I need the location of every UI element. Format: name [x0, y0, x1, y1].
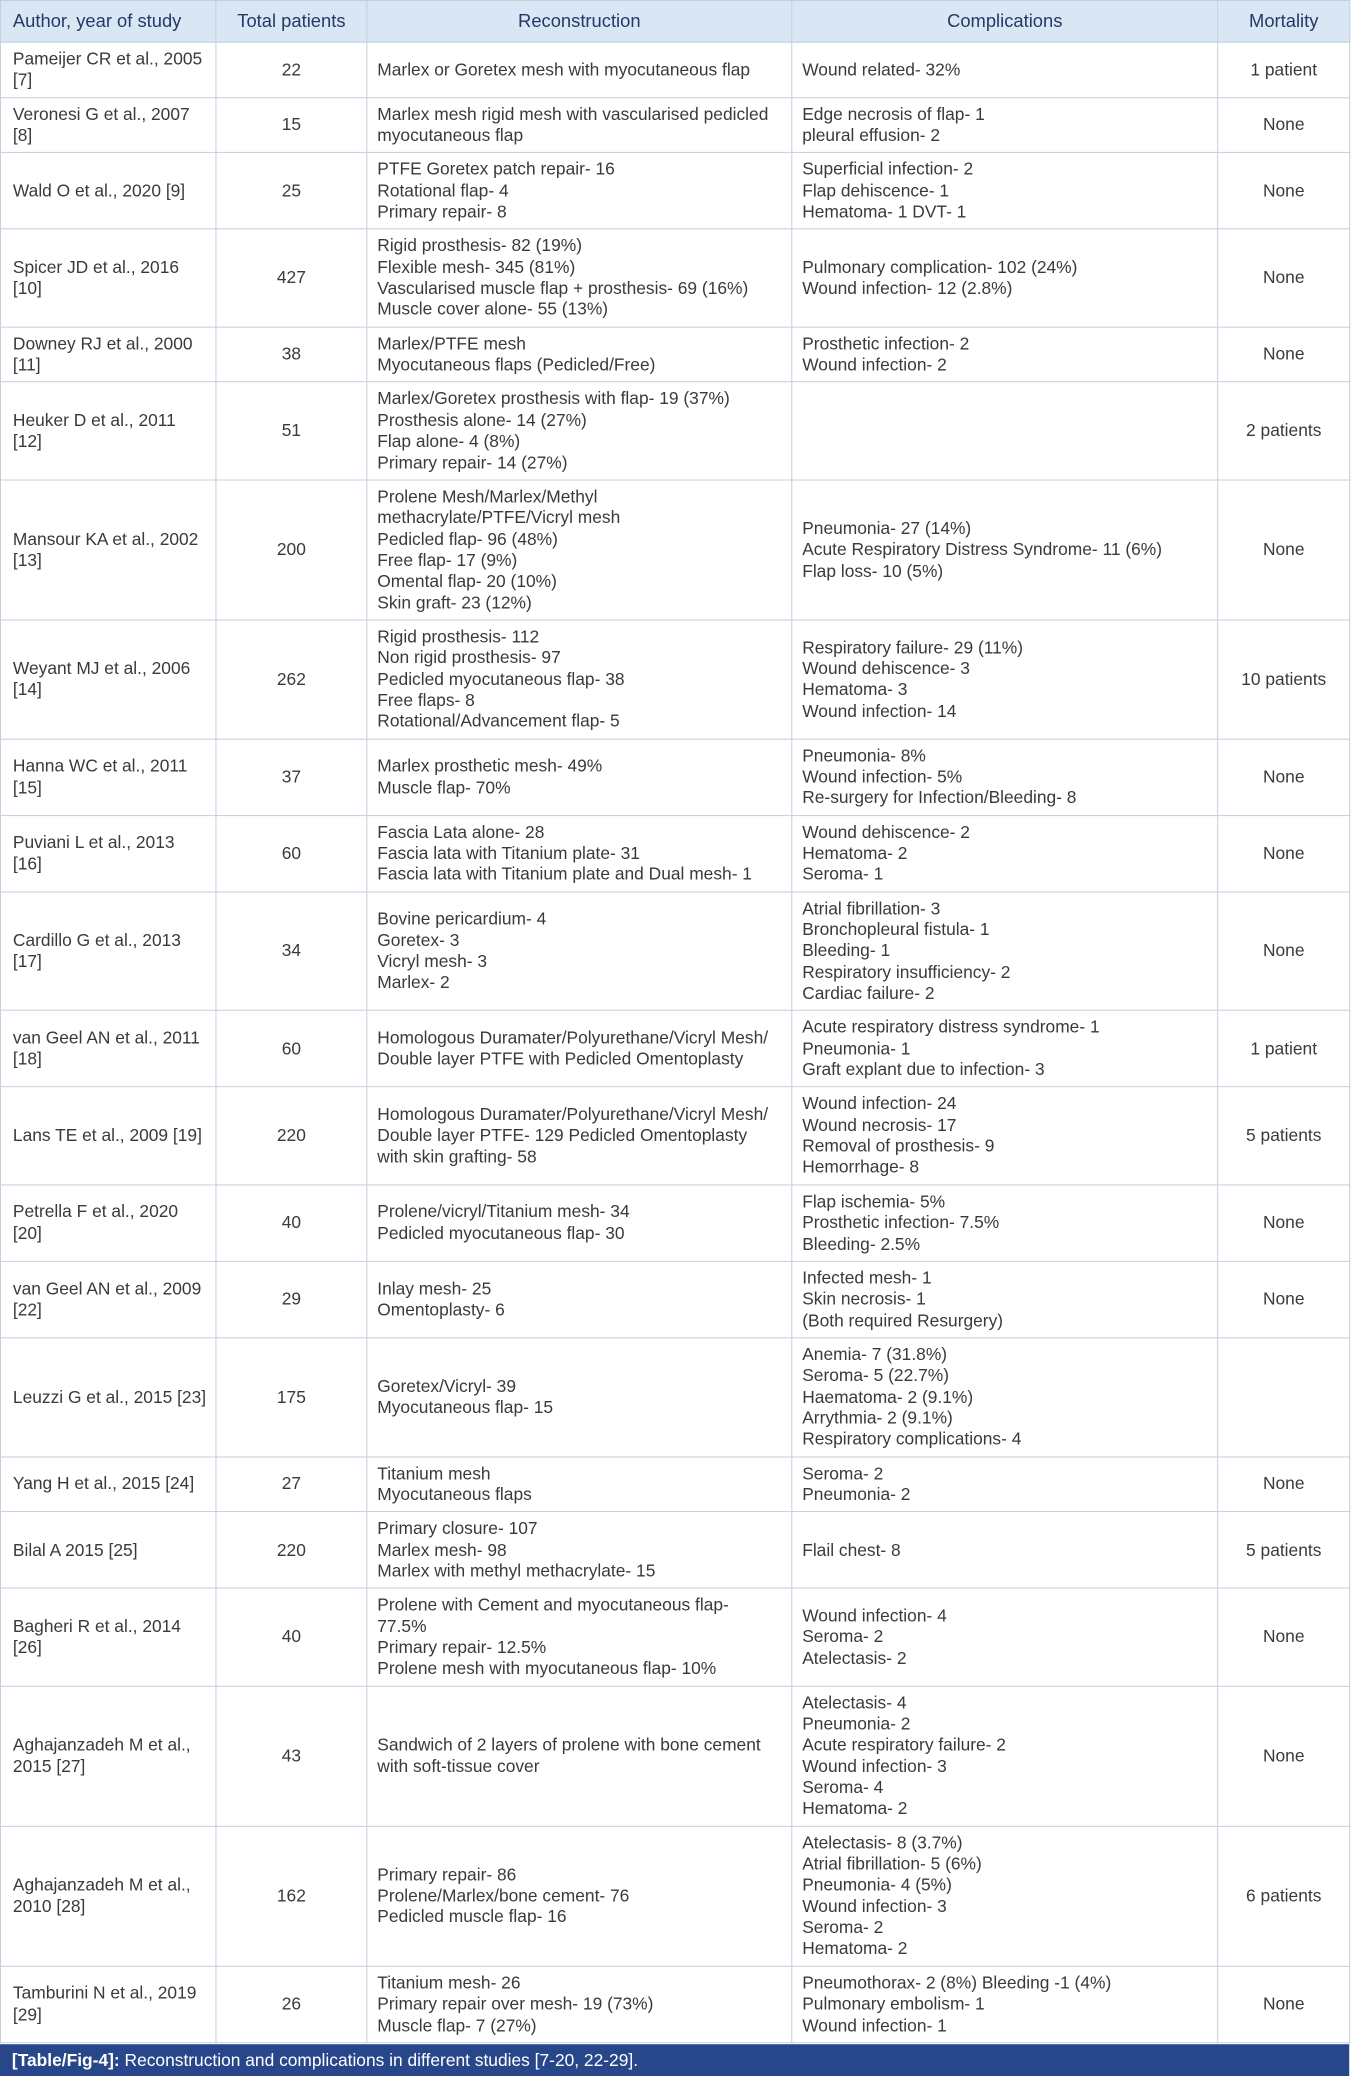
- total-patients-cell: 37: [216, 739, 367, 815]
- total-patients-cell: 43: [216, 1686, 367, 1826]
- table-row: [0, 1588, 1349, 1686]
- complications-cell: [792, 480, 1218, 620]
- mortality-cell: None: [1218, 97, 1350, 152]
- reconstruction-cell-line: Titanium mesh- 26: [377, 1972, 521, 1993]
- mortality-cell: None: [1218, 739, 1350, 815]
- reconstruction-cell: [367, 1966, 792, 2042]
- complications-cell-line: Wound necrosis- 17: [802, 1114, 957, 1135]
- author-cell: Veronesi G et al., 2007 [8]: [0, 97, 215, 152]
- complications-cell-line: Atelectasis- 4: [802, 1692, 907, 1713]
- reconstruction-cell-line: Prosthesis alone- 14 (27%): [377, 409, 587, 430]
- table-row: [0, 1686, 1349, 1826]
- reconstruction-cell-line: Fascia lata with Titanium plate- 31: [377, 842, 640, 863]
- complications-cell: [792, 153, 1218, 229]
- reconstruction-cell: [367, 327, 792, 382]
- complications-cell-line: Haematoma- 2 (9.1%): [802, 1386, 974, 1407]
- complications-cell-line: Flap dehiscence- 1: [802, 180, 950, 201]
- reconstruction-cell-line: Marlex mesh- 98: [377, 1539, 507, 1560]
- complications-cell-line: Flap loss- 10 (5%): [802, 560, 944, 581]
- complications-cell-line: Edge necrosis of flap- 1: [802, 103, 985, 124]
- author-cell: Hanna WC et al., 2011 [15]: [0, 739, 215, 815]
- reconstruction-cell-line: Marlex with methyl methacrylate- 15: [377, 1560, 656, 1581]
- reconstruction-cell: [367, 1185, 792, 1261]
- reconstruction-cell-line: Fascia lata with Titanium plate and Dual mesh- 1: [377, 864, 752, 884]
- mortality-cell: [1218, 1338, 1350, 1457]
- reconstruction-cell: [367, 1338, 792, 1457]
- complications-cell-line: Skin necrosis- 1: [802, 1288, 926, 1309]
- reconstruction-cell-line: Vascularised muscle flap + prosthesis- 69 (16%): [377, 278, 749, 298]
- mortality-cell: None: [1218, 892, 1350, 1011]
- mortality-cell: None: [1218, 229, 1350, 327]
- complications-cell: [792, 327, 1218, 382]
- complications-cell: [792, 1826, 1218, 1966]
- author-cell: Spicer JD et al., 2016 [10]: [0, 229, 215, 327]
- complications-cell: [792, 42, 1218, 97]
- reconstruction-cell-line: Muscle flap- 7 (27%): [377, 2014, 537, 2035]
- complications-cell-line: Acute respiratory distress syndrome- 1: [802, 1017, 1100, 1037]
- complications-cell-line: Pneumonia- 8%: [802, 745, 926, 766]
- reconstruction-cell-line: Primary repair- 86: [377, 1864, 517, 1885]
- table-row: [0, 620, 1349, 739]
- author-cell: Weyant MJ et al., 2006 [14]: [0, 620, 215, 739]
- complications-cell: [792, 1686, 1218, 1826]
- complications-cell-line: Flail chest- 8: [802, 1539, 901, 1560]
- reconstruction-cell-line: Omental flap- 20 (10%): [377, 571, 557, 591]
- col-header-complications: Complications: [792, 0, 1218, 42]
- complications-cell-line: Bleeding- 1: [802, 940, 891, 961]
- complications-cell-line: Hematoma- 2: [802, 1798, 908, 1819]
- mortality-cell: None: [1218, 815, 1350, 891]
- total-patients-cell: 29: [216, 1261, 367, 1337]
- complications-cell: [792, 815, 1218, 891]
- reconstruction-cell-line: Inlay mesh- 25: [377, 1278, 492, 1299]
- complications-cell-line: Seroma- 2: [802, 1917, 884, 1938]
- author-cell: Tamburini N et al., 2019 [29]: [0, 1966, 215, 2042]
- complications-cell: [792, 1011, 1218, 1087]
- complications-cell-line: Pneumonia- 2: [802, 1713, 911, 1734]
- reconstruction-cell-line: Skin graft- 23 (12%): [377, 592, 532, 613]
- reconstruction-cell: [367, 739, 792, 815]
- complications-cell-line: Wound infection- 3: [802, 1756, 947, 1776]
- reconstruction-cell-line: Marlex- 2: [377, 972, 450, 993]
- reconstruction-cell: [367, 480, 792, 620]
- reconstruction-cell: [367, 1588, 792, 1686]
- complications-cell: [792, 1966, 1218, 2042]
- reconstruction-cell-line: Bovine pericardium- 4: [377, 908, 547, 929]
- table-caption: [0, 2044, 1349, 2076]
- author-cell: Lans TE et al., 2009 [19]: [0, 1087, 215, 1185]
- reconstruction-cell-line: Marlex or Goretex mesh with myocutaneous flap: [377, 59, 751, 80]
- complications-cell-line: Arrythmia- 2 (9.1%): [802, 1407, 953, 1428]
- complications-cell-line: Bleeding- 2.5%: [802, 1233, 921, 1254]
- complications-cell: [792, 1087, 1218, 1185]
- caption-label: [Table/Fig-4]:: [11, 2050, 120, 2071]
- reconstruction-cell-line: Free flaps- 8: [377, 689, 475, 710]
- total-patients-cell: 27: [216, 1457, 367, 1512]
- author-cell: Puviani L et al., 2013 [16]: [0, 815, 215, 891]
- complications-cell: [792, 620, 1218, 739]
- table-row: [0, 153, 1349, 229]
- complications-cell-line: Seroma- 2: [802, 1626, 884, 1647]
- reconstruction-cell-line: Prolene Mesh/Marlex/Methyl methacrylate/PTFE/Vicryl mesh: [377, 486, 621, 528]
- complications-cell-line: Pneumonia- 27 (14%): [802, 518, 972, 538]
- reconstruction-cell-line: Myocutaneous flaps: [377, 1484, 532, 1505]
- reconstruction-cell-line: Prolene/Marlex/bone cement- 76: [377, 1885, 630, 1906]
- mortality-cell: 2 patients: [1218, 382, 1350, 480]
- mortality-cell: 10 patients: [1218, 620, 1350, 739]
- complications-cell: [792, 1512, 1218, 1588]
- col-header-reconstruction: Reconstruction: [367, 0, 792, 42]
- reconstruction-cell-line: Primary repair- 12.5%: [377, 1637, 547, 1658]
- reconstruction-cell-line: Goretex/Vicryl- 39: [377, 1375, 517, 1396]
- complications-cell-line: Hematoma- 2: [802, 842, 908, 863]
- author-cell: Wald O et al., 2020 [9]: [0, 153, 215, 229]
- mortality-cell: 1 patient: [1218, 1011, 1350, 1087]
- mortality-cell: 5 patients: [1218, 1512, 1350, 1588]
- complications-cell-line: Seroma- 5 (22.7%): [802, 1365, 949, 1386]
- reconstruction-cell: [367, 153, 792, 229]
- reconstruction-cell-line: Free flap- 17 (9%): [377, 549, 518, 570]
- mortality-cell: None: [1218, 1588, 1350, 1686]
- author-cell: Aghajanzadeh M et al., 2015 [27]: [0, 1686, 215, 1826]
- complications-cell-line: Anemia- 7 (31.8%): [802, 1344, 948, 1365]
- reconstruction-cell-line: Rigid prosthesis- 112: [377, 626, 540, 647]
- reconstruction-cell-line: Myocutaneous flap- 15: [377, 1397, 554, 1417]
- total-patients-cell: 175: [216, 1338, 367, 1457]
- total-patients-cell: 34: [216, 892, 367, 1011]
- complications-cell-line: Seroma- 4: [802, 1777, 884, 1798]
- complications-cell: [792, 1588, 1218, 1686]
- complications-cell-line: Wound related- 32%: [802, 59, 961, 80]
- table-row: [0, 1185, 1349, 1261]
- mortality-cell: None: [1218, 1966, 1350, 2042]
- complications-cell-line: Wound dehiscence- 2: [802, 821, 970, 842]
- author-cell: Leuzzi G et al., 2015 [23]: [0, 1338, 215, 1457]
- complications-cell-line: Atrial fibrillation- 5 (6%): [802, 1853, 982, 1874]
- reconstruction-cell-line: Prolene mesh with myocutaneous flap- 10%: [377, 1658, 717, 1679]
- reconstruction-cell-line: Primary repair over mesh- 19 (73%): [377, 1993, 654, 2014]
- complications-cell: [792, 1338, 1218, 1457]
- table-row: [0, 1261, 1349, 1337]
- reconstruction-cell: [367, 97, 792, 152]
- author-cell: Bagheri R et al., 2014 [26]: [0, 1588, 215, 1686]
- reconstruction-cell-line: Pedicled flap- 96 (48%): [377, 528, 558, 549]
- complications-cell-line: Pneumothorax- 2 (8%) Bleeding -1 (4%): [802, 1972, 1112, 1993]
- reconstruction-cell-line: Rotational/Advancement flap- 5: [377, 711, 620, 731]
- reconstruction-cell: [367, 229, 792, 327]
- reconstruction-cell-line: Marlex mesh rigid mesh with vascularised pedicled myocutaneous flap: [377, 103, 769, 145]
- complications-cell: [792, 1185, 1218, 1261]
- col-header-total: Total patients: [216, 0, 367, 42]
- total-patients-cell: 200: [216, 480, 367, 620]
- complications-cell-line: Respiratory insufficiency- 2: [802, 961, 1011, 982]
- reconstruction-cell: [367, 1826, 792, 1966]
- total-patients-cell: 60: [216, 1011, 367, 1087]
- mortality-cell: None: [1218, 327, 1350, 382]
- reconstruction-cell-line: Primary repair- 8: [377, 201, 507, 222]
- reconstruction-cell-line: Vicryl mesh- 3: [377, 951, 488, 972]
- reconstruction-cell-line: Primary repair- 14 (27%): [377, 452, 568, 473]
- complications-cell-line: Atelectasis- 2: [802, 1647, 907, 1668]
- author-cell: Cardillo G et al., 2013 [17]: [0, 892, 215, 1011]
- author-cell: Aghajanzadeh M et al., 2010 [28]: [0, 1826, 215, 1966]
- total-patients-cell: 220: [216, 1512, 367, 1588]
- complications-cell-line: Pulmonary embolism- 1: [802, 1993, 985, 2014]
- complications-cell-line: Wound infection- 12 (2.8%): [802, 278, 1013, 298]
- complications-cell-line: Flap ischemia- 5%: [802, 1191, 946, 1212]
- total-patients-cell: 15: [216, 97, 367, 152]
- author-cell: van Geel AN et al., 2011 [18]: [0, 1011, 215, 1087]
- reconstruction-cell-line: Goretex- 3: [377, 929, 460, 950]
- complications-cell-line: Graft explant due to infection- 3: [802, 1059, 1045, 1080]
- col-header-author: Author, year of study: [0, 0, 215, 42]
- table-row: [0, 480, 1349, 620]
- total-patients-cell: 51: [216, 382, 367, 480]
- reconstruction-cell-line: Flexible mesh- 345 (81%): [377, 256, 576, 277]
- reconstruction-cell-line: Titanium mesh: [377, 1463, 491, 1483]
- reconstruction-cell-line: Pedicled muscle flap- 16: [377, 1906, 567, 1927]
- table-row: [0, 382, 1349, 480]
- reconstruction-cell: [367, 620, 792, 739]
- author-cell: Mansour KA et al., 2002 [13]: [0, 480, 215, 620]
- total-patients-cell: 162: [216, 1826, 367, 1966]
- reconstruction-cell: [367, 42, 792, 97]
- author-cell: Petrella F et al., 2020 [20]: [0, 1185, 215, 1261]
- complications-cell-line: Atelectasis- 8 (3.7%): [802, 1832, 963, 1853]
- mortality-cell: None: [1218, 1261, 1350, 1337]
- complications-cell-line: Pneumonia- 2: [802, 1484, 911, 1505]
- complications-cell: [792, 892, 1218, 1011]
- complications-cell-line: Seroma- 2: [802, 1463, 884, 1483]
- total-patients-cell: 22: [216, 42, 367, 97]
- complications-cell-line: Seroma- 1: [802, 864, 884, 884]
- table-row: [0, 1966, 1349, 2042]
- complications-cell-line: Hematoma- 3: [802, 679, 908, 700]
- author-cell: Bilal A 2015 [25]: [0, 1512, 215, 1588]
- reconstruction-cell: [367, 1087, 792, 1185]
- total-patients-cell: 25: [216, 153, 367, 229]
- total-patients-cell: 262: [216, 620, 367, 739]
- reconstruction-cell: [367, 1261, 792, 1337]
- table-row: [0, 1826, 1349, 1966]
- complications-cell-line: Hematoma- 2: [802, 1938, 908, 1959]
- complications-cell-line: Hematoma- 1 DVT- 1: [802, 201, 967, 222]
- reconstruction-cell-line: PTFE Goretex patch repair- 16: [377, 159, 615, 180]
- complications-cell-line: Cardiac failure- 2: [802, 982, 935, 1003]
- mortality-cell: None: [1218, 1185, 1350, 1261]
- mortality-cell: None: [1218, 1457, 1350, 1512]
- reconstruction-cell-line: Muscle flap- 70%: [377, 777, 511, 797]
- complications-cell: [792, 739, 1218, 815]
- total-patients-cell: 40: [216, 1185, 367, 1261]
- table-row: [0, 1338, 1349, 1457]
- complications-cell-line: Respiratory complications- 4: [802, 1428, 1022, 1449]
- total-patients-cell: 427: [216, 229, 367, 327]
- reconstruction-cell-line: Marlex/PTFE mesh: [377, 333, 526, 354]
- complications-cell-line: Prosthetic infection- 7.5%: [802, 1212, 1000, 1233]
- total-patients-cell: 40: [216, 1588, 367, 1686]
- complications-cell-line: Wound infection- 3: [802, 1896, 947, 1916]
- complications-cell-line: Wound infection- 2: [802, 354, 947, 375]
- complications-cell-line: Prosthetic infection- 2: [802, 333, 970, 354]
- complications-cell-line: Re-surgery for Infection/Bleeding- 8: [802, 787, 1077, 808]
- complications-cell: [792, 382, 1218, 480]
- reconstruction-cell-line: Muscle cover alone- 55 (13%): [377, 299, 609, 320]
- complications-cell-line: Bronchopleural fistula- 1: [802, 919, 990, 940]
- author-cell: Yang H et al., 2015 [24]: [0, 1457, 215, 1512]
- mortality-cell: 5 patients: [1218, 1087, 1350, 1185]
- reconstruction-cell: [367, 1011, 792, 1087]
- table-row: [0, 229, 1349, 327]
- reconstruction-cell: [367, 382, 792, 480]
- author-cell: van Geel AN et al., 2009 [22]: [0, 1261, 215, 1337]
- total-patients-cell: 26: [216, 1966, 367, 2042]
- table-row: [0, 892, 1349, 1011]
- complications-cell-line: Atrial fibrillation- 3: [802, 898, 941, 919]
- complications-cell-line: Wound infection- 5%: [802, 766, 963, 787]
- complications-cell-line: Wound infection- 1: [802, 2014, 947, 2035]
- complications-cell: [792, 1261, 1218, 1337]
- complications-cell: [792, 229, 1218, 327]
- table-row: [0, 1087, 1349, 1185]
- complications-cell-line: Acute respiratory failure- 2: [802, 1734, 1006, 1755]
- complications-cell-line: Pulmonary complication- 102 (24%): [802, 256, 1078, 277]
- complications-cell-line: Infected mesh- 1: [802, 1267, 932, 1288]
- complications-cell-line: Wound infection- 4: [802, 1605, 947, 1626]
- complications-cell-line: Pneumonia- 1: [802, 1038, 911, 1059]
- complications-cell-line: Removal of prosthesis- 9: [802, 1135, 995, 1156]
- complications-cell-line: Wound infection- 24: [802, 1093, 957, 1114]
- complications-cell-line: pleural effusion- 2: [802, 125, 941, 145]
- reconstruction-cell-line: Rigid prosthesis- 82 (19%): [377, 235, 582, 256]
- complications-cell-line: Pneumonia- 4 (5%): [802, 1874, 952, 1895]
- author-cell: Downey RJ et al., 2000 [11]: [0, 327, 215, 382]
- reconstruction-cell-line: Primary closure- 107: [377, 1518, 538, 1539]
- reconstruction-cell-line: Homologous Duramater/Polyurethane/Vicryl Mesh/ Double layer PTFE with Pedicled Omentoplasty: [377, 1027, 769, 1069]
- reconstruction-cell: [367, 1686, 792, 1826]
- reconstruction-cell-line: Rotational flap- 4: [377, 180, 509, 201]
- reconstruction-cell-line: Pedicled myocutaneous flap- 30: [377, 1222, 625, 1243]
- mortality-cell: None: [1218, 153, 1350, 229]
- header-row: [0, 0, 1349, 42]
- reconstruction-cell-line: Prolene/vicryl/Titanium mesh- 34: [377, 1201, 630, 1222]
- table-row: [0, 739, 1349, 815]
- complications-cell-line: Hemorrhage- 8: [802, 1157, 920, 1177]
- mortality-cell: None: [1218, 480, 1350, 620]
- caption-text: Reconstruction and complications in different studies [7-20, 22-29].: [124, 2050, 639, 2071]
- reconstruction-cell: [367, 1457, 792, 1512]
- mortality-cell: None: [1218, 1686, 1350, 1826]
- reconstruction-cell-line: Flap alone- 4 (8%): [377, 431, 521, 451]
- total-patients-cell: 220: [216, 1087, 367, 1185]
- reconstruction-cell: [367, 892, 792, 1011]
- reconstruction-cell-line: Marlex/Goretex prosthesis with flap- 19 (37%): [377, 388, 730, 409]
- reconstruction-cell: [367, 1512, 792, 1588]
- complications-cell-line: Superficial infection- 2: [802, 159, 974, 180]
- table-row: [0, 1011, 1349, 1087]
- mortality-cell: 1 patient: [1218, 42, 1350, 97]
- complications-cell-line: (Both required Resurgery): [802, 1310, 1004, 1330]
- reconstruction-cell-line: Fascia Lata alone- 28: [377, 821, 545, 842]
- mortality-cell: 6 patients: [1218, 1826, 1350, 1966]
- total-patients-cell: 38: [216, 327, 367, 382]
- reconstruction-cell-line: Sandwich of 2 layers of prolene with bone cement with soft-tissue cover: [377, 1734, 761, 1776]
- table-row: [0, 1512, 1349, 1588]
- reconstruction-cell-line: Non rigid prosthesis- 97: [377, 647, 561, 668]
- author-cell: Heuker D et al., 2011 [12]: [0, 382, 215, 480]
- table-row: [0, 815, 1349, 891]
- complications-cell: [792, 1457, 1218, 1512]
- reconstruction-cell: [367, 815, 792, 891]
- complications-cell-line: Acute Respiratory Distress Syndrome- 11 (6%): [802, 539, 1163, 560]
- reconstruction-cell-line: Myocutaneous flaps (Pedicled/Free): [377, 354, 656, 375]
- author-cell: Pameijer CR et al., 2005 [7]: [0, 42, 215, 97]
- reconstruction-cell-line: Pedicled myocutaneous flap- 38: [377, 668, 625, 689]
- complications-cell: [792, 97, 1218, 152]
- reconstruction-cell-line: Marlex prosthetic mesh- 49%: [377, 755, 603, 776]
- reconstruction-cell-line: Omentoplasty- 6: [377, 1299, 505, 1320]
- complications-cell-line: Wound dehiscence- 3: [802, 658, 970, 679]
- complications-cell-line: Respiratory failure- 29 (11%): [802, 636, 1024, 657]
- complications-cell-line: Wound infection- 14: [802, 700, 957, 721]
- table-row: [0, 42, 1349, 97]
- table-row: [0, 97, 1349, 152]
- reconstruction-cell-line: Homologous Duramater/Polyurethane/Vicryl Mesh/ Double layer PTFE- 129 Pedicled Omentoplasty with skin grafting- 58: [377, 1104, 769, 1167]
- total-patients-cell: 60: [216, 815, 367, 891]
- col-header-mortality: Mortality: [1218, 0, 1350, 42]
- table-row: [0, 1457, 1349, 1512]
- reconstruction-cell-line: Prolene with Cement and myocutaneous flap- 77.5%: [377, 1594, 729, 1636]
- table-row: [0, 327, 1349, 382]
